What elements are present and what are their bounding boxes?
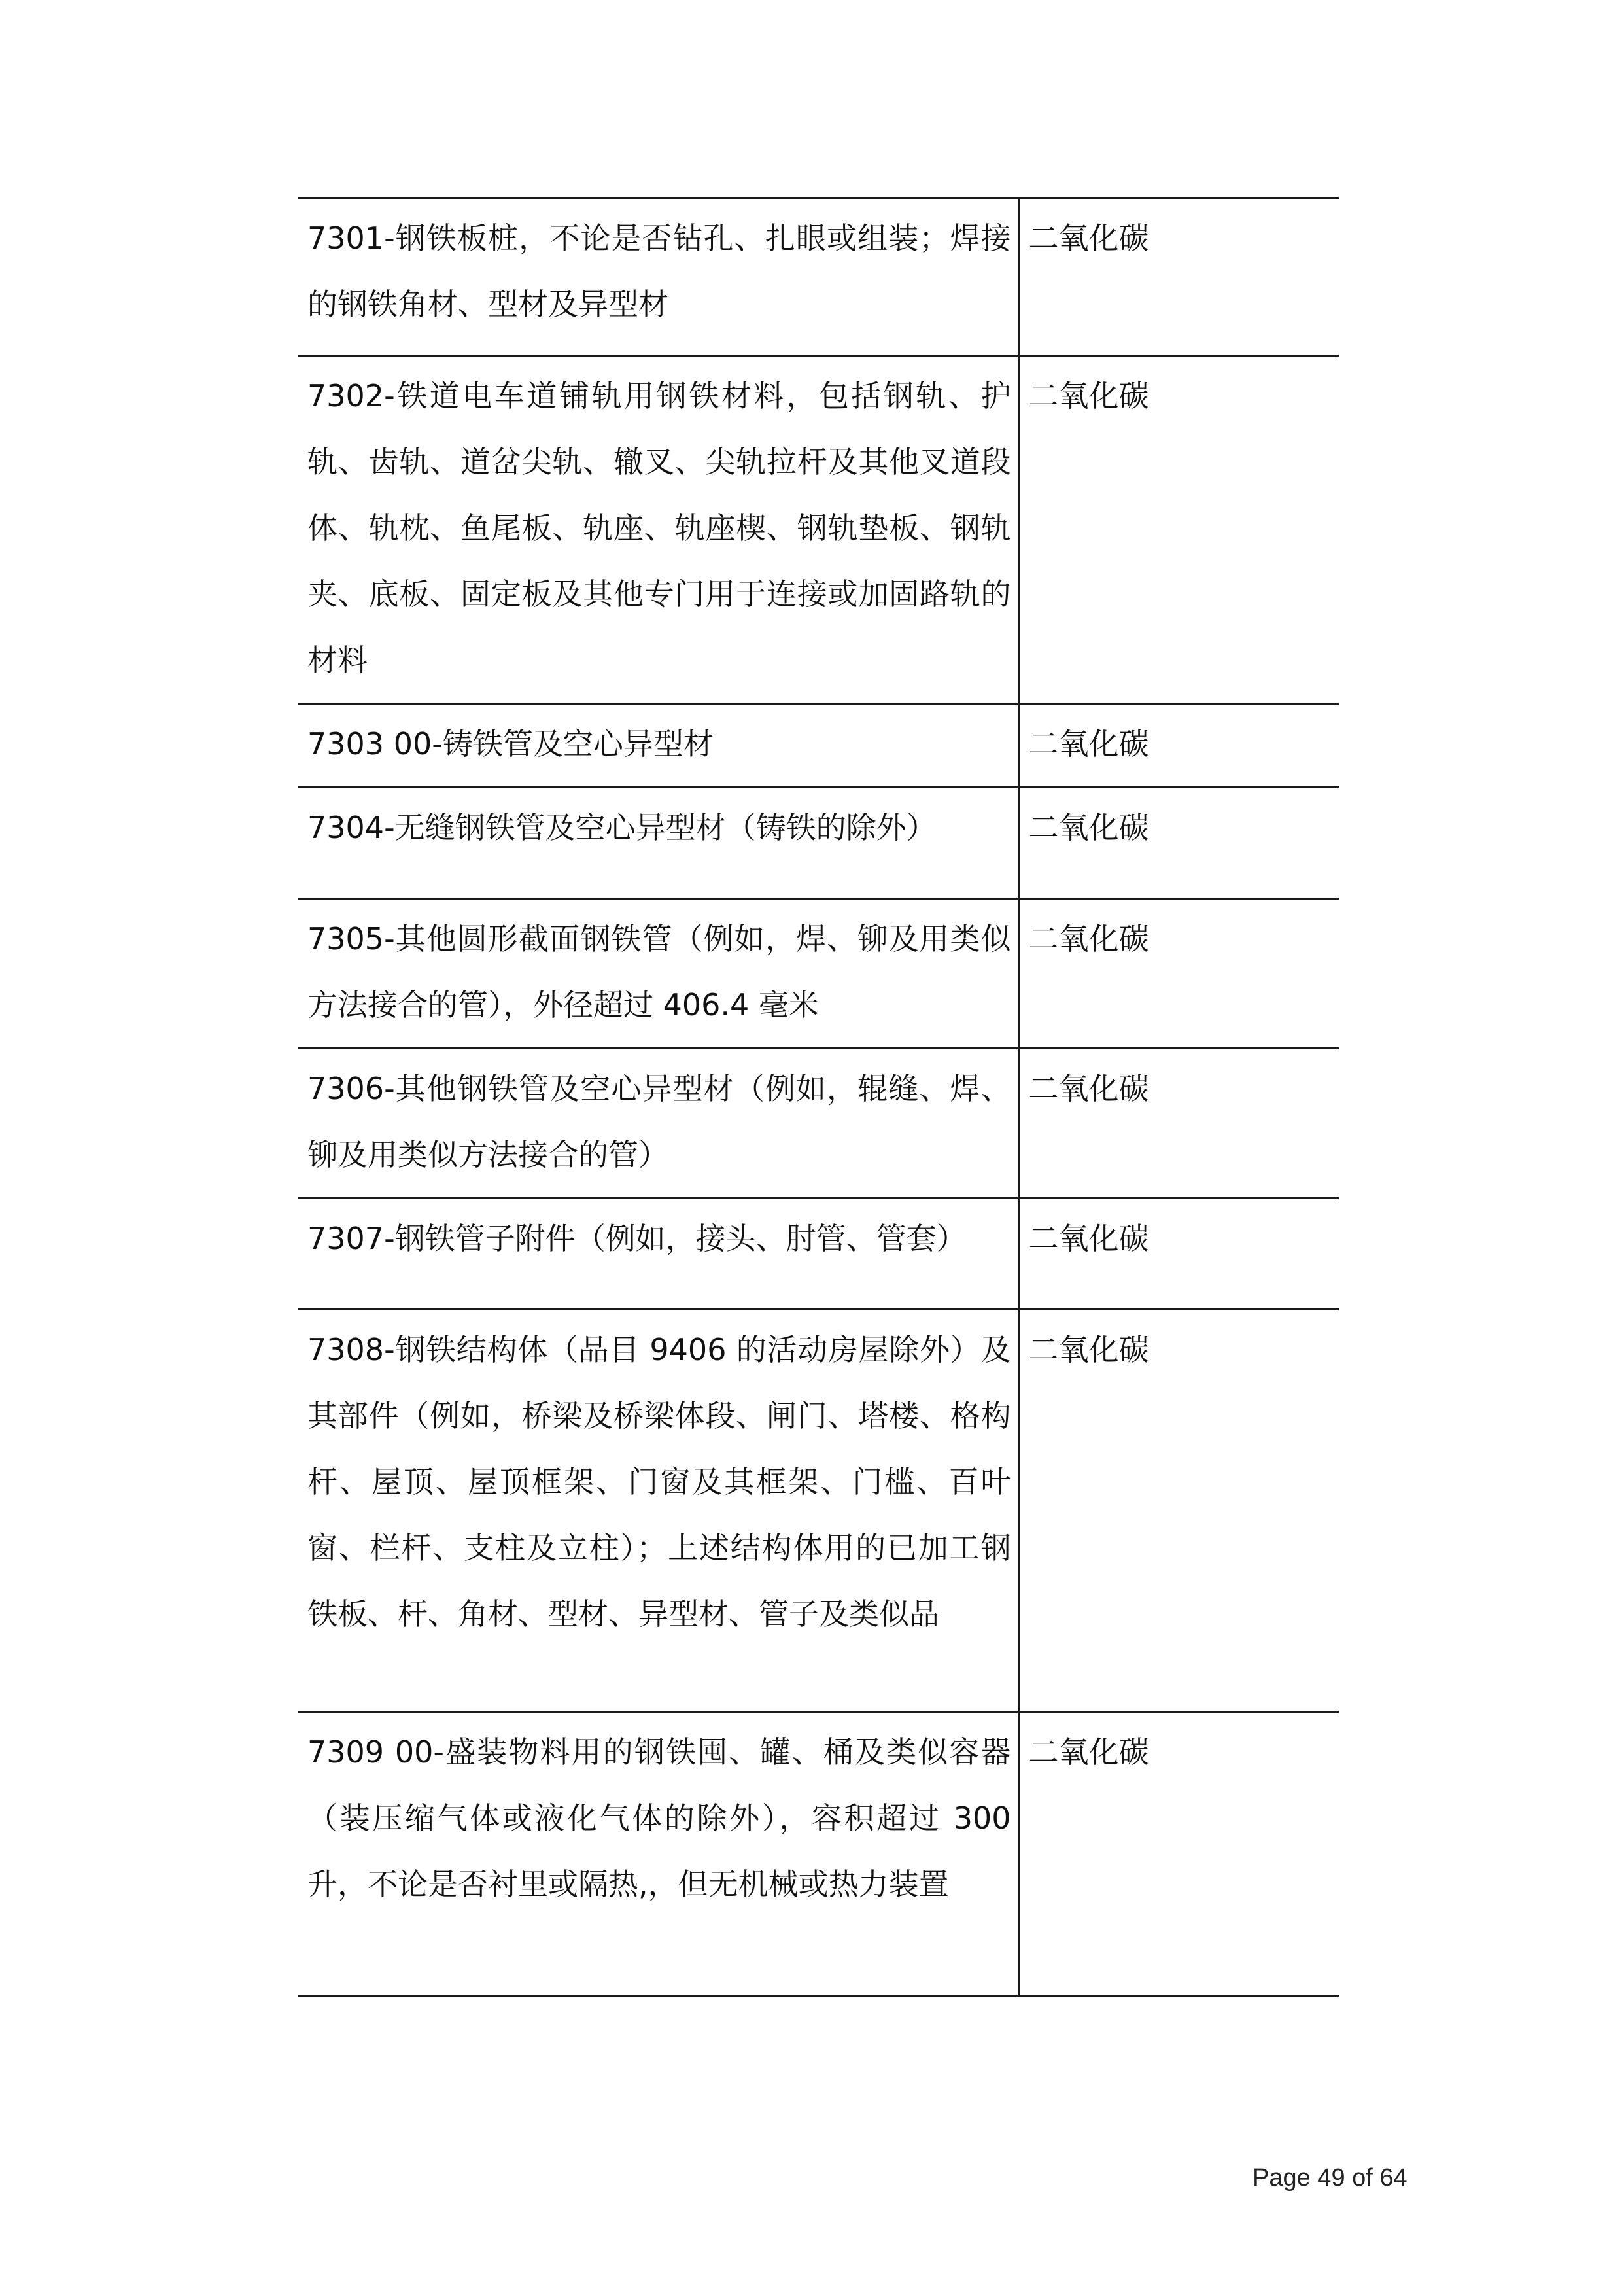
goods-description: 7307-钢铁管子附件（例如，接头、肘管、管套） bbox=[298, 1199, 1018, 1310]
table-row bbox=[298, 356, 1339, 704]
goods-description: 7305-其他圆形截面钢铁管（例如，焊、铆及用类似方法接合的管），外径超过 406.4 毫米 bbox=[298, 899, 1018, 1049]
goods-description: 7306-其他钢铁管及空心异型材（例如，辊缝、焊、铆及用类似方法接合的管） bbox=[298, 1049, 1018, 1199]
table-row bbox=[298, 1199, 1339, 1310]
gas-name: 二氧化碳 bbox=[1018, 356, 1339, 704]
goods-description: 7309 00-盛装物料用的钢铁囤、罐、桶及类似容器（装压缩气体或液化气体的除外），容积超过 300 升，不论是否衬里或隔热,，但无机械或热力装置 bbox=[298, 1712, 1018, 1997]
table-row bbox=[298, 1712, 1339, 1997]
goods-description: 7303 00-铸铁管及空心异型材 bbox=[298, 704, 1018, 788]
page-number: Page 49 of 64 bbox=[1253, 2164, 1408, 2192]
gas-name: 二氧化碳 bbox=[1018, 1199, 1339, 1310]
goods-description: 7304-无缝钢铁管及空心异型材（铸铁的除外） bbox=[298, 788, 1018, 899]
gas-name: 二氧化碳 bbox=[1018, 899, 1339, 1049]
goods-description: 7308-钢铁结构体（品目 9406 的活动房屋除外）及其部件（例如，桥梁及桥梁体段、闸门、塔楼、格构杆、屋顶、屋顶框架、门窗及其框架、门槛、百叶窗、栏杆、支柱及立柱）；上述结构体用的已加工钢铁板、杆、角材、型材、异型材、管子及类似品 bbox=[298, 1310, 1018, 1712]
table-row bbox=[298, 1310, 1339, 1712]
gas-name: 二氧化碳 bbox=[1018, 788, 1339, 899]
goods-description: 7302-铁道电车道铺轨用钢铁材料，包括钢轨、护轨、齿轨、道岔尖轨、辙叉、尖轨拉杆及其他叉道段体、轨枕、鱼尾板、轨座、轨座楔、钢轨垫板、钢轨夹、底板、固定板及其他专门用于连接或加固路轨的材料 bbox=[298, 356, 1018, 704]
table-row bbox=[298, 788, 1339, 899]
goods-gas-table bbox=[298, 197, 1339, 1997]
gas-name: 二氧化碳 bbox=[1018, 1310, 1339, 1712]
table-row bbox=[298, 704, 1339, 788]
gas-name: 二氧化碳 bbox=[1018, 1712, 1339, 1997]
table-row bbox=[298, 198, 1339, 356]
table-row bbox=[298, 1049, 1339, 1199]
gas-name: 二氧化碳 bbox=[1018, 198, 1339, 356]
gas-name: 二氧化碳 bbox=[1018, 1049, 1339, 1199]
goods-description: 7301-钢铁板桩，不论是否钻孔、扎眼或组装；焊接的钢铁角材、型材及异型材 bbox=[298, 198, 1018, 356]
gas-name: 二氧化碳 bbox=[1018, 704, 1339, 788]
table-row bbox=[298, 899, 1339, 1049]
